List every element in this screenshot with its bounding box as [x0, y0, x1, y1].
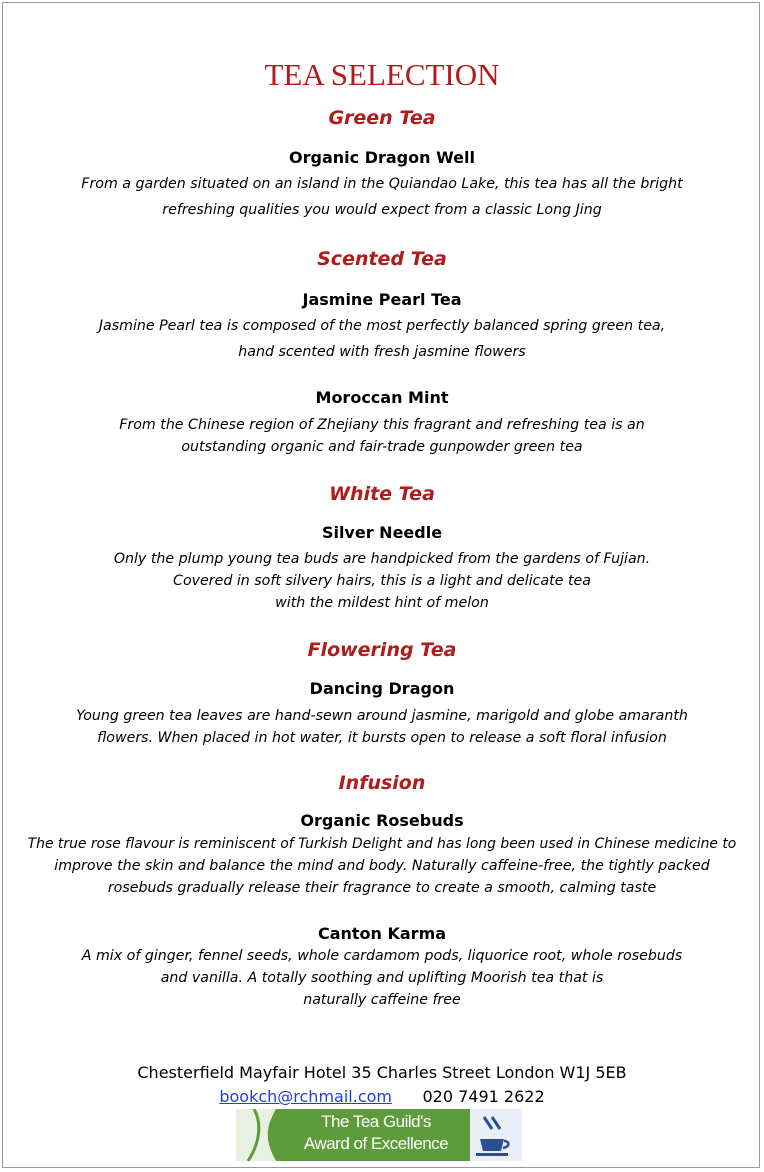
- teacup-emblem-icon: [470, 1109, 522, 1161]
- item-description-line: flowers. When placed in hot water, it bursts open to release a soft floral infusion: [97, 730, 667, 746]
- section-heading-scented-tea: Scented Tea: [317, 248, 447, 270]
- item-description-line: Jasmine Pearl tea is composed of the most perfectly balanced spring green tea,: [98, 318, 666, 334]
- badge-line-1: The Tea Guild's: [321, 1112, 431, 1131]
- item-description-line: outstanding organic and fair-trade gunpowder green tea: [181, 439, 583, 455]
- item-description-line: From the Chinese region of Zhejiany this fragrant and refreshing tea is an: [119, 417, 645, 433]
- item-description-line: and vanilla. A totally soothing and uplifting Moorish tea that is: [160, 970, 604, 986]
- item-name-canton-karma: Canton Karma: [317, 924, 447, 943]
- item-description-line: The true rose flavour is reminiscent of Turkish Delight and has long been used in Chinese medicine to: [27, 836, 737, 852]
- item-description-line: A mix of ginger, fennel seeds, whole cardamom pods, liquorice root, whole rosebuds: [81, 948, 683, 964]
- item-description-line: Young green tea leaves are hand-sewn around jasmine, marigold and globe amaranth: [76, 708, 688, 724]
- item-description-line: naturally caffeine free: [303, 992, 461, 1008]
- item-name-jasmine-pearl-tea: Jasmine Pearl Tea: [302, 290, 462, 309]
- item-name-organic-dragon-well: Organic Dragon Well: [289, 148, 475, 167]
- section-heading-green-tea: Green Tea: [328, 107, 436, 129]
- footer-contact: [0, 1086, 764, 1108]
- item-description-line: rosebuds gradually release their fragrance to create a smooth, calming taste: [107, 880, 657, 896]
- item-name-silver-needle: Silver Needle: [321, 523, 443, 542]
- item-description-line: refreshing qualities you would expect from a classic Long Jing: [162, 202, 602, 218]
- section-heading-white-tea: White Tea: [329, 483, 435, 505]
- item-description-line: hand scented with fresh jasmine flowers: [238, 344, 526, 360]
- item-name-moroccan-mint: Moroccan Mint: [315, 388, 449, 407]
- section-heading-flowering-tea: Flowering Tea: [307, 639, 457, 661]
- item-description-line: Only the plump young tea buds are handpicked from the gardens of Fujian.: [113, 551, 651, 567]
- email-link[interactable]: bookch@rchmail.com: [219, 1087, 392, 1106]
- item-description-line: with the mildest hint of melon: [275, 595, 489, 611]
- badge-line-2: Award of Excellence: [303, 1134, 449, 1153]
- phone-number: 020 7491 2622: [422, 1087, 545, 1106]
- item-name-organic-rosebuds: Organic Rosebuds: [300, 811, 464, 830]
- item-description-line: From a garden situated on an island in the Quiandao Lake, this tea has all the bright: [81, 176, 683, 192]
- badge-text: [296, 1111, 456, 1155]
- item-description-line: improve the skin and balance the mind and body. Naturally caffeine-free, the tightly packed: [54, 858, 710, 874]
- item-name-dancing-dragon: Dancing Dragon: [309, 679, 455, 698]
- page-title: TEA SELECTION: [264, 57, 500, 92]
- section-heading-infusion: Infusion: [338, 772, 426, 794]
- footer-address: Chesterfield Mayfair Hotel 35 Charles Street London W1J 5EB: [137, 1063, 627, 1082]
- tea-guild-award-badge: [236, 1109, 522, 1161]
- item-description-line: Covered in soft silvery hairs, this is a light and delicate tea: [173, 573, 591, 589]
- badge-emblem: [470, 1109, 522, 1161]
